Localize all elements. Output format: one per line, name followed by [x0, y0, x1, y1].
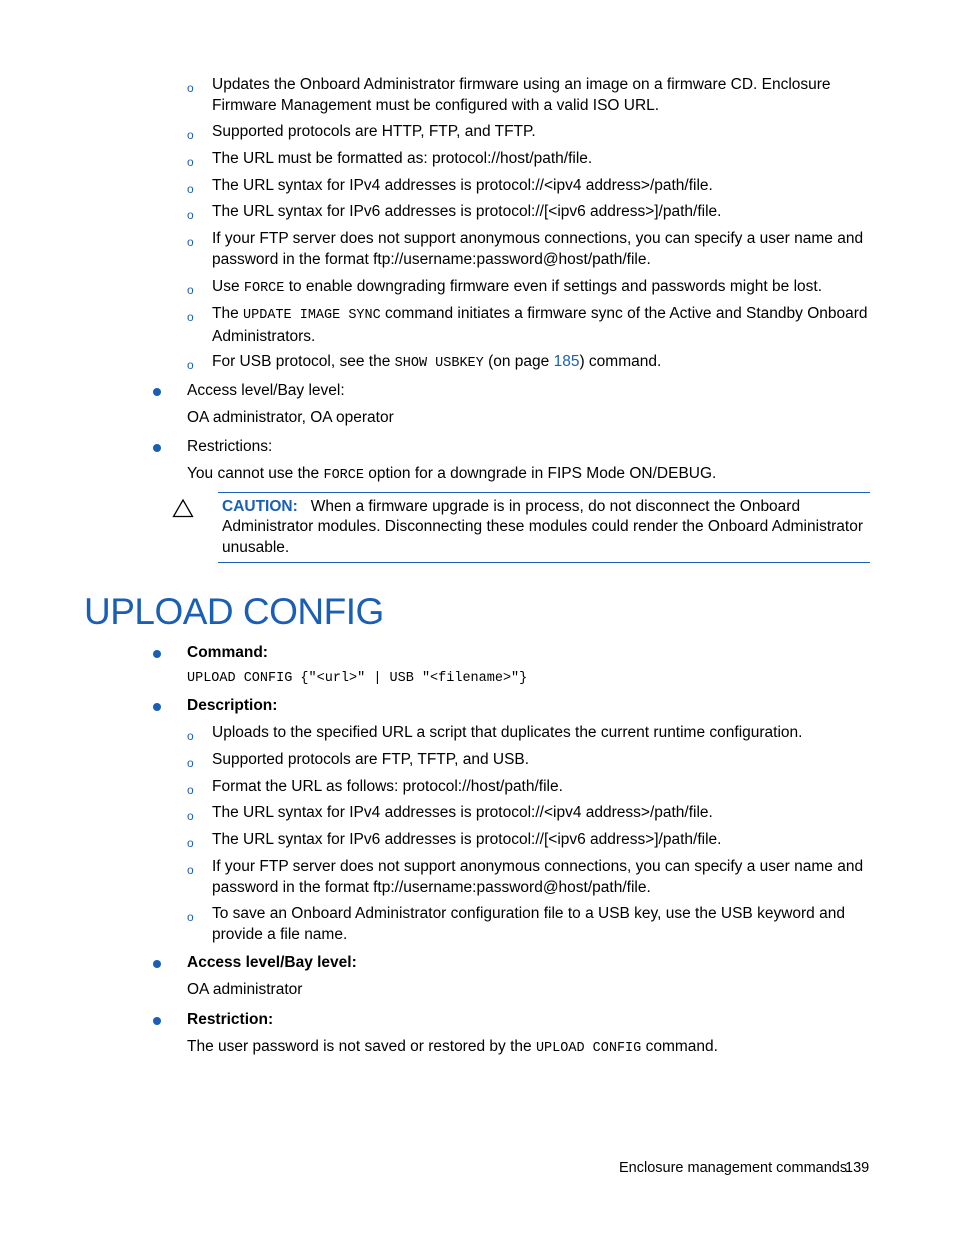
warning-triangle-icon — [172, 498, 194, 518]
circle-bullet-icon: o — [187, 208, 194, 222]
list-item: Updates the Onboard Administrator firmware using an image on a firmware CD. Enclosure Firmware Management must be configured with a valid ISO URL. — [212, 76, 831, 114]
list-item-sync: The UPDATE IMAGE SYNC command initiates a firmware sync of the Active and Standby Onboard Administrators. — [212, 305, 868, 345]
circle-bullet-icon: o — [187, 283, 194, 297]
footer-page-number: 139 — [845, 1160, 870, 1176]
list-item: To save an Onboard Administrator configuration file to a USB key, use the USB keyword and provide a file name. — [212, 905, 845, 943]
list-item: If your FTP server does not support anonymous connections, you can specify a user name and password in the format ftp://username:password@host/path/file. — [212, 230, 864, 268]
footer-section: Enclosure management commands — [619, 1160, 848, 1176]
bullet-icon — [153, 960, 161, 968]
page-link[interactable]: 185 — [553, 353, 580, 370]
list-item: Supported protocols are HTTP, FTP, and TFTP. — [212, 123, 536, 140]
circle-bullet-icon: o — [187, 155, 194, 169]
command-syntax: UPLOAD CONFIG {"<url>" | USB "<filename>"} — [187, 671, 528, 686]
circle-bullet-icon: o — [187, 836, 194, 850]
access-level-value: OA administrator, OA operator — [187, 409, 394, 426]
restriction-text: The user password is not saved or restored by the UPLOAD CONFIG command. — [187, 1038, 718, 1056]
circle-bullet-icon: o — [187, 128, 194, 142]
list-item: The URL syntax for IPv6 addresses is protocol://[<ipv6 address>]/path/file. — [212, 831, 722, 848]
restrictions-label: Restrictions: — [187, 438, 273, 455]
circle-bullet-icon: o — [187, 81, 194, 95]
code-show-usbkey: SHOW USBKEY — [394, 356, 484, 371]
caution-label: CAUTION: — [222, 498, 298, 515]
bullet-icon — [153, 703, 161, 711]
list-item: If your FTP server does not support anonymous connections, you can specify a user name and password in the format ftp://username:password@host/path/file. — [212, 858, 864, 896]
circle-bullet-icon: o — [187, 235, 194, 249]
list-item: The URL must be formatted as: protocol://host/path/file. — [212, 150, 593, 167]
code-upload-config: UPLOAD CONFIG — [535, 1041, 642, 1056]
access-level-value: OA administrator — [187, 981, 303, 998]
bullet-icon — [153, 444, 161, 452]
access-level-label: Access level/Bay level: — [187, 954, 357, 971]
circle-bullet-icon: o — [187, 910, 194, 924]
code-force: FORCE — [323, 468, 364, 483]
list-item: Supported protocols are FTP, TFTP, and USB. — [212, 751, 530, 768]
circle-bullet-icon: o — [187, 182, 194, 196]
list-item-usb: For USB protocol, see the SHOW USBKEY (on page 185) command. — [212, 353, 662, 371]
access-level-label: Access level/Bay level: — [187, 382, 345, 399]
command-label: Command: — [187, 644, 268, 661]
circle-bullet-icon: o — [187, 729, 194, 743]
list-item: Format the URL as follows: protocol://host/path/file. — [212, 778, 563, 795]
code-force: FORCE — [243, 281, 285, 296]
section-heading: UPLOAD CONFIG — [84, 591, 384, 632]
circle-bullet-icon: o — [187, 756, 194, 770]
circle-bullet-icon: o — [187, 783, 194, 797]
circle-bullet-icon: o — [187, 310, 194, 324]
restrictions-text: You cannot use the FORCE option for a downgrade in FIPS Mode ON/DEBUG. — [187, 465, 717, 483]
code-update-image-sync: UPDATE IMAGE SYNC — [243, 308, 381, 323]
bullet-icon — [153, 388, 161, 396]
circle-bullet-icon: o — [187, 358, 194, 372]
list-item: The URL syntax for IPv4 addresses is protocol://<ipv4 address>/path/file. — [212, 804, 713, 821]
bullet-icon — [153, 1017, 161, 1025]
list-item: The URL syntax for IPv6 addresses is protocol://[<ipv6 address>]/path/file. — [212, 203, 722, 220]
bullet-icon — [153, 650, 161, 658]
caution-box: CAUTION: When a firmware upgrade is in process, do not disconnect the Onboard Administrator modules. Disconnecting these modules could render the Onboard Administrator unusable. — [218, 492, 870, 563]
circle-bullet-icon: o — [187, 809, 194, 823]
list-item: The URL syntax for IPv4 addresses is protocol://<ipv4 address>/path/file. — [212, 177, 713, 194]
circle-bullet-icon: o — [187, 863, 194, 877]
restriction-label: Restriction: — [187, 1011, 274, 1028]
list-item: Uploads to the specified URL a script that duplicates the current runtime configuration. — [212, 724, 803, 741]
list-item-force: Use FORCE to enable downgrading firmware even if settings and passwords might be lost. — [212, 278, 823, 296]
description-label: Description: — [187, 697, 278, 714]
